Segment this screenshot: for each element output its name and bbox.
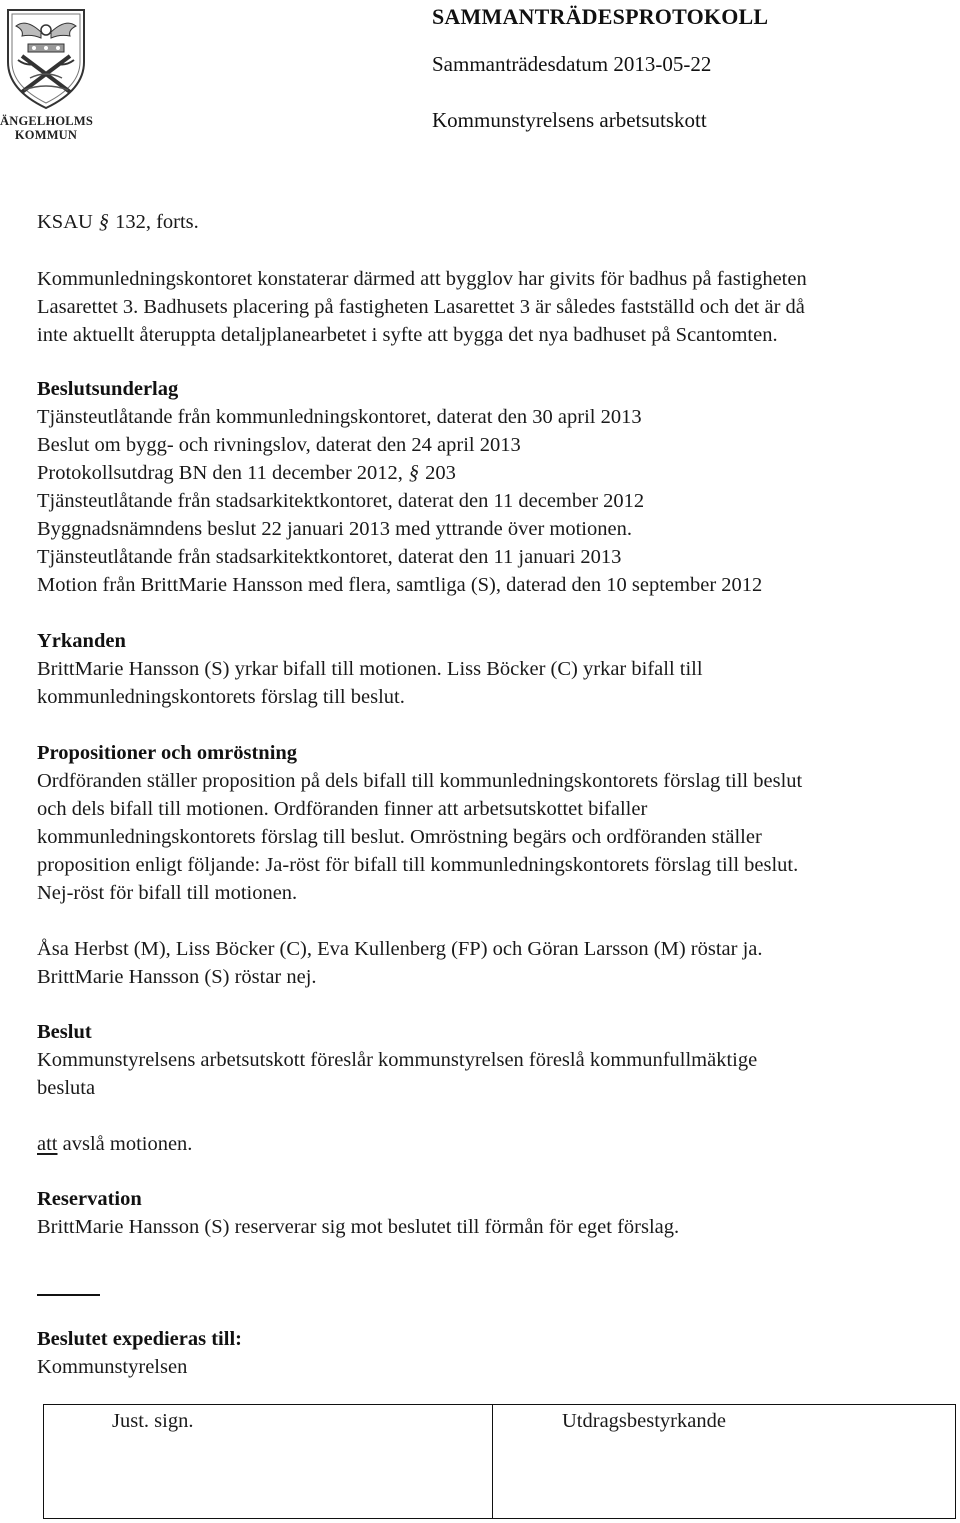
committee-name: Kommunstyrelsens arbetsutskott bbox=[432, 108, 707, 132]
case-reference-prefix: KSAU bbox=[37, 211, 93, 233]
basis-item-text: Protokollsutdrag BN den 11 december 2012, bbox=[37, 462, 403, 484]
att-word: att bbox=[37, 1133, 58, 1155]
expedieras-recipient: Kommunstyrelsen bbox=[37, 1356, 188, 1378]
section-divider bbox=[37, 1294, 100, 1296]
basis-item: Tjänsteutlåtande från kommunledningskontoret, daterat den 30 april 2013 bbox=[37, 406, 642, 428]
reservation-text: BrittMarie Hansson (S) reserverar sig mot beslutet till förmån för eget förslag. bbox=[37, 1216, 680, 1238]
intro-line: Kommunledningskontoret konstaterar därmed att bygglov har givits för badhus på fastigheten bbox=[37, 268, 807, 290]
section-heading-beslutsunderlag: Beslutsunderlag bbox=[37, 378, 179, 400]
proposition-line: kommunledningskontorets förslag till beslut. Omröstning begärs och ordföranden ställer bbox=[37, 826, 762, 848]
beslut-line: Kommunstyrelsens arbetsutskott föreslår kommunstyrelsen föreslå kommunfullmäktige bbox=[37, 1049, 758, 1071]
basis-item: Tjänsteutlåtande från stadsarkitektkontoret, daterat den 11 december 2012 bbox=[37, 490, 645, 512]
signature-box bbox=[43, 1404, 956, 1519]
basis-item-number: 203 bbox=[425, 462, 456, 484]
paragraph-sign: § bbox=[407, 462, 422, 484]
logo-text-line2: KOMMUN bbox=[14, 128, 78, 142]
signature-box-divider bbox=[492, 1405, 493, 1518]
vote-line: Åsa Herbst (M), Liss Böcker (C), Eva Kullenberg (FP) och Göran Larsson (M) röstar ja. bbox=[37, 938, 763, 960]
just-sign-label: Just. sign. bbox=[112, 1410, 194, 1432]
yrkanden-line: kommunledningskontorets förslag till beslut. bbox=[37, 686, 405, 708]
att-clause-text: avslå motionen. bbox=[57, 1133, 193, 1155]
basis-item: Tjänsteutlåtande från stadsarkitektkontoret, daterat den 11 januari 2013 bbox=[37, 546, 622, 568]
document-title: SAMMANTRÄDESPROTOKOLL bbox=[432, 4, 769, 29]
municipality-logo bbox=[0, 4, 92, 144]
angelholms-kommun-coat-of-arms-icon bbox=[0, 4, 92, 112]
logo-text-line1: ÄNGELHOLMS bbox=[0, 114, 93, 128]
section-heading-beslut: Beslut bbox=[37, 1021, 92, 1043]
proposition-line: Nej-röst för bifall till motionen. bbox=[37, 882, 298, 904]
basis-item: Motion från BrittMarie Hansson med flera, samtliga (S), daterad den 10 september 2012 bbox=[37, 574, 763, 596]
utdragsbestyrkande-label: Utdragsbestyrkande bbox=[562, 1410, 726, 1432]
meeting-date: Sammanträdesdatum 2013-05-22 bbox=[432, 52, 712, 76]
section-heading-yrkanden: Yrkanden bbox=[37, 630, 126, 652]
proposition-line: proposition enligt följande: Ja-röst för bifall till kommunledningskontorets förslag till beslut. bbox=[37, 854, 799, 876]
intro-line: inte aktuellt återuppta detaljplanearbetet i syfte att bygga det nya badhuset på Scantomten. bbox=[37, 324, 778, 346]
section-heading-reservation: Reservation bbox=[37, 1188, 142, 1210]
section-heading-propositioner: Propositioner och omröstning bbox=[37, 742, 298, 764]
section-heading-expedieras: Beslutet expedieras till: bbox=[37, 1328, 242, 1350]
beslut-att-clause bbox=[37, 1133, 192, 1156]
proposition-line: och dels bifall till motionen. Ordföranden finner att arbetsutskottet bifaller bbox=[37, 798, 648, 820]
intro-line: Lasarettet 3. Badhusets placering på fastigheten Lasarettet 3 är således fastställd och det är då bbox=[37, 296, 805, 318]
yrkanden-line: BrittMarie Hansson (S) yrkar bifall till motionen. Liss Böcker (C) yrkar bifall till bbox=[37, 658, 703, 680]
basis-item: Beslut om bygg- och rivningslov, daterat den 24 april 2013 bbox=[37, 434, 521, 456]
paragraph-sign: § bbox=[96, 211, 112, 233]
vote-line: BrittMarie Hansson (S) röstar nej. bbox=[37, 966, 317, 988]
case-reference bbox=[37, 211, 199, 234]
case-reference-suffix: 132, forts. bbox=[115, 211, 199, 233]
proposition-line: Ordföranden ställer proposition på dels bifall till kommunledningskontorets förslag till beslut bbox=[37, 770, 803, 792]
basis-item: Byggnadsnämndens beslut 22 januari 2013 med yttrande över motionen. bbox=[37, 518, 632, 540]
basis-item bbox=[37, 462, 456, 485]
beslut-line: besluta bbox=[37, 1077, 96, 1099]
